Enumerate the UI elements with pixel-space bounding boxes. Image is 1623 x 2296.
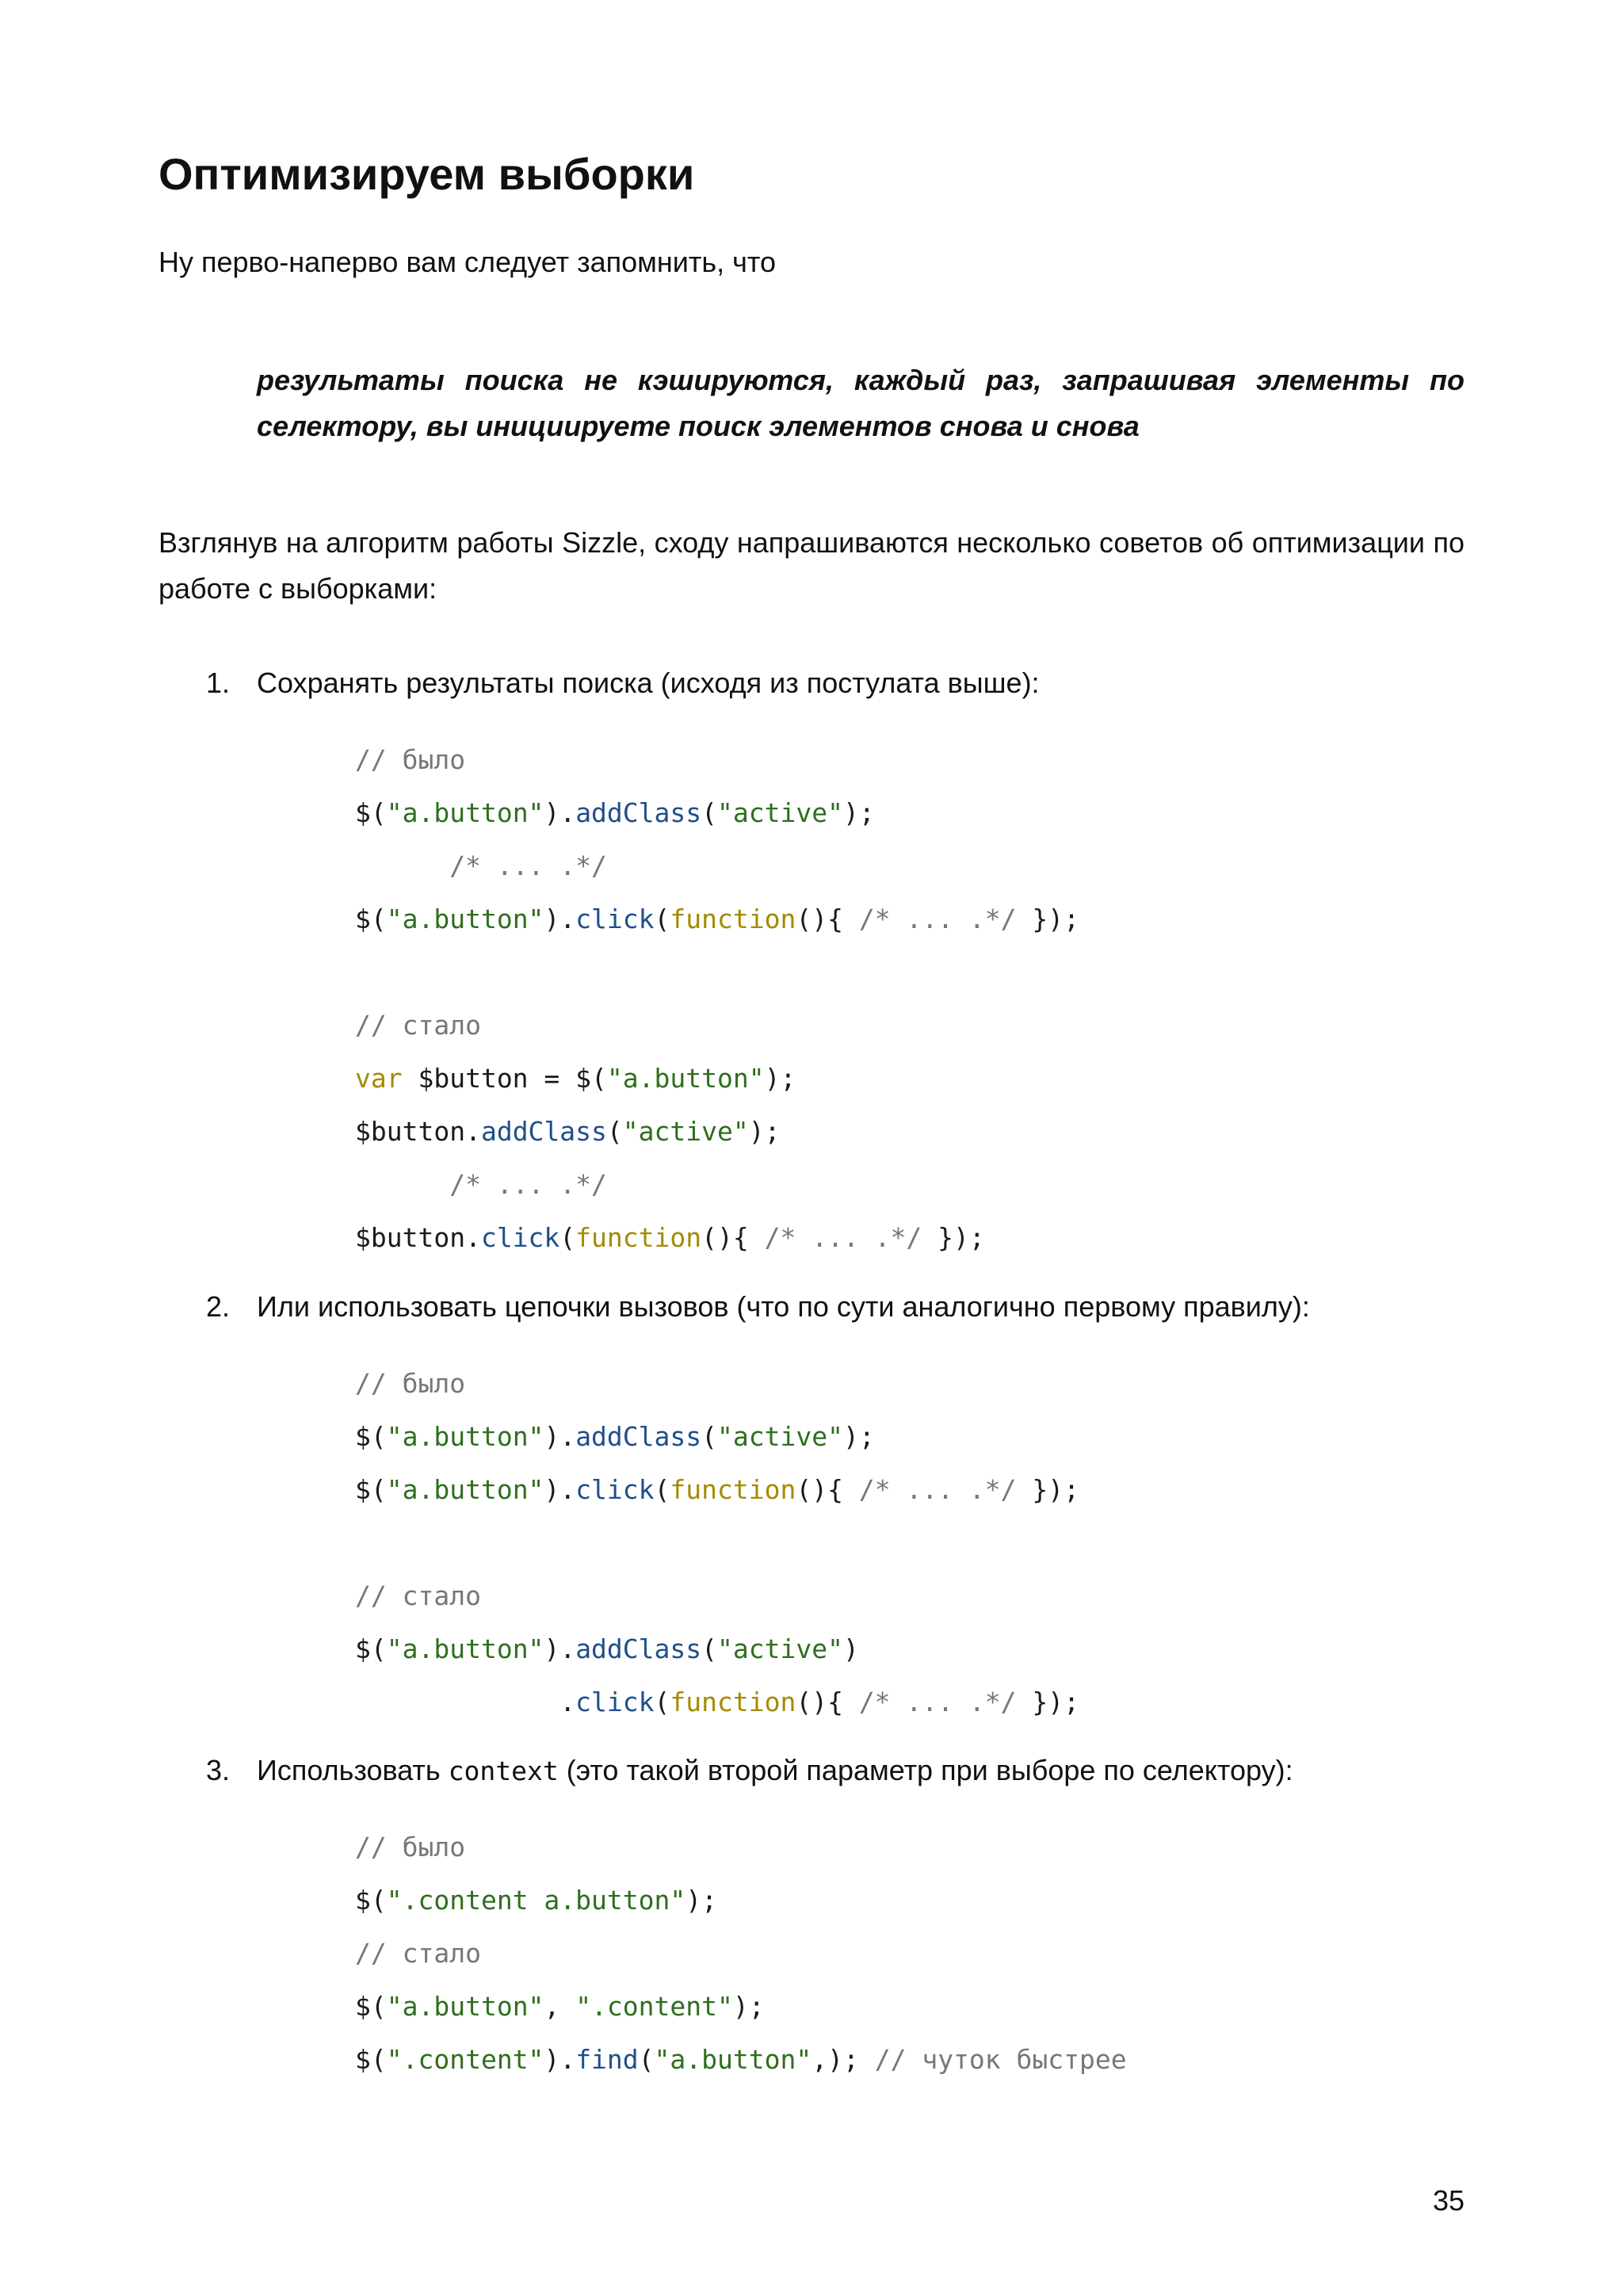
code-line: $button.addClass("active");: [355, 1116, 781, 1147]
code-line: $("a.button").addClass("active");: [355, 797, 875, 828]
list-number: 3.: [206, 1754, 231, 1786]
code-line: [355, 946, 1079, 999]
code-block-1: [355, 733, 1079, 1264]
code-block-2: [355, 1357, 1079, 1729]
code-line: // стало: [355, 1938, 481, 1969]
code-line: /* ... .*/: [449, 850, 607, 881]
intro-text: Ну перво-наперво вам следует запомнить, что: [158, 246, 776, 278]
code-line: // было: [355, 1832, 466, 1862]
code-line: // было: [355, 744, 466, 775]
emphasized-quote: результаты поиска не кэшируются, каждый раз, запрашивая элементы по селектору, вы инициируете поиск элементов снова и снова: [257, 364, 1465, 442]
page-heading: Оптимизируем выборки: [158, 149, 695, 199]
list-text: Сохранять результаты поиска (исходя из постулата выше):: [257, 667, 1040, 699]
code-line: /* ... .*/: [449, 1169, 607, 1200]
list-text: [257, 1748, 1293, 1794]
code-line: .click(function(){ /* ... .*/ });: [559, 1687, 1079, 1717]
page-number: 35: [1432, 2184, 1465, 2217]
code-line: $("a.button").addClass("active"): [355, 1633, 859, 1664]
code-line: $button.click(function(){ /* ... .*/ });: [355, 1222, 985, 1253]
code-line: // стало: [355, 1010, 481, 1041]
list-number: 2.: [206, 1290, 231, 1323]
inline-code-context: context: [448, 1755, 559, 1786]
list-text-before: Использовать: [257, 1754, 449, 1786]
code-line: // было: [355, 1368, 466, 1399]
list-number: 1.: [206, 667, 231, 699]
code-block-3: [355, 1820, 1127, 2086]
code-line: [355, 1516, 1079, 1569]
code-line: $("a.button").click(function(){ /* ... .*/ });: [355, 1474, 1080, 1505]
code-line: // стало: [355, 1580, 481, 1611]
list-text: Или использовать цепочки вызовов (что по сути аналогично первому правилу):: [257, 1290, 1310, 1323]
code-line: $("a.button").click(function(){ /* ... .*/ });: [355, 904, 1080, 934]
code-line: var $button = $("a.button");: [355, 1063, 796, 1094]
list-text-after: (это такой второй параметр при выборе по селектору):: [558, 1754, 1293, 1786]
code-line: $("a.button").addClass("active");: [355, 1421, 875, 1452]
code-line: $(".content a.button");: [355, 1885, 717, 1916]
code-line: $("a.button", ".content");: [355, 1991, 765, 2022]
code-line: $(".content").find("a.button",); // чуток быстрее: [355, 2044, 1127, 2075]
body-paragraph: Взглянув на алгоритм работы Sizzle, сходу напрашиваются несколько советов об оптимизации по работе с выборками:: [158, 526, 1465, 605]
